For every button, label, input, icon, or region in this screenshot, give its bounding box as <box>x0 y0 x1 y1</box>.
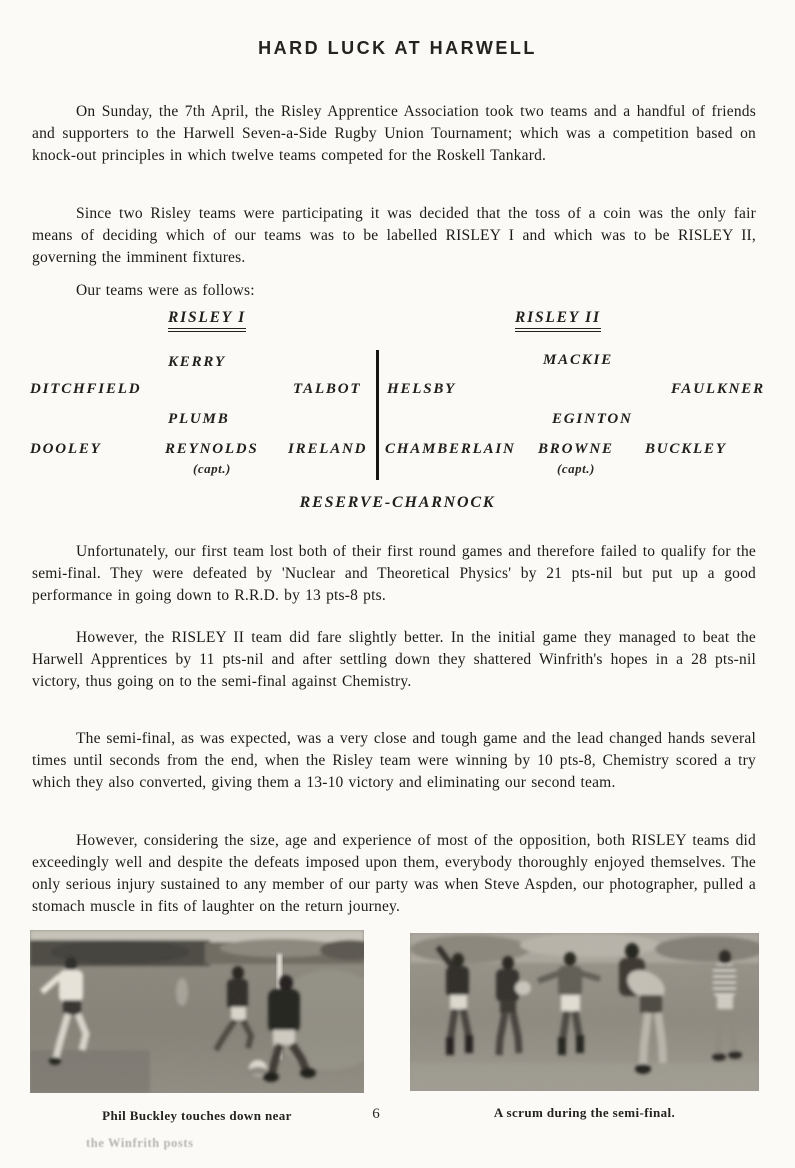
photo-touchdown <box>30 930 364 1093</box>
rugby-touchdown-photo <box>30 930 364 1093</box>
player-name: FAULKNER <box>671 381 765 397</box>
player-name: BROWNE <box>538 441 614 457</box>
player-name: REYNOLDS <box>165 441 259 457</box>
paragraph-first-team: Unfortunately, our first team lost both of their first round games and therefore failed to qualify for the semi-final. They were defeated by 'Nuclear and Theoretical Physics' by 21 pts-nil but put up a good performance in going down to R.R.D. by 13 pts-8 pts. <box>32 542 756 604</box>
paragraph-coin-toss: Since two Risley teams were participating it was decided that the toss of a coin was the only fair means of deciding which of our teams was to be labelled RISLEY I and which was to be RISLEY II, governing the imminent fixtures. <box>32 204 756 266</box>
team-heading-risley2: RISLEY II <box>515 309 601 332</box>
paragraph-risley2: However, the RISLEY II team did fare slightly better. In the initial game they managed to beat the Harwell Apprentices by 11 pts-nil and after settling down they shattered Winfrith's hopes in a 28 pts-nil victory, thus going on to the semi-final against Chemistry. <box>32 628 756 690</box>
player-name: KERRY <box>168 354 226 370</box>
photo-scrum <box>410 933 759 1091</box>
player-name: PLUMB <box>168 411 230 427</box>
caption-left-line2: the Winfrith posts <box>86 1136 194 1150</box>
page-title: HARD LUCK AT HARWELL <box>258 38 537 58</box>
caption-right: A scrum during the semi-final. <box>493 1105 676 1120</box>
player-name: EGINTON <box>552 411 633 427</box>
team-divider-line <box>376 350 379 480</box>
paragraph-conclusion: However, considering the size, age and experience of most of the opposition, both RISLEY teams did exceedingly well and despite the defeats imposed upon them, everybody thoroughly enjoyed themselves. The only serious injury sustained to any member of our party was when Steve Aspden, our photographer, pulled a stomach muscle in fits of laughter on the return journey. <box>32 831 756 915</box>
player-name: BUCKLEY <box>645 441 727 457</box>
reserve-line: RESERVE-CHARNOCK <box>299 494 496 511</box>
player-name: MACKIE <box>543 352 613 368</box>
player-name: DITCHFIELD <box>30 381 142 397</box>
caption-left: Phil Buckley touches down near <box>102 1108 292 1123</box>
team-heading-risley1: RISLEY I <box>168 309 246 332</box>
paragraph-intro: On Sunday, the 7th April, the Risley Apprentice Association took two teams and a handful of friends and supporters to the Harwell Seven-a-Side Rugby Union Tournament; which was a competition based on knock-out principles in which twelve teams competed for the Roskell Tankard. <box>32 102 756 164</box>
player-name: IRELAND <box>288 441 368 457</box>
player-name: CHAMBERLAIN <box>385 441 516 457</box>
player-name: HELSBY <box>387 381 457 397</box>
captain-note: (capt.) <box>193 461 231 476</box>
rugby-scrum-photo <box>410 933 759 1091</box>
player-name: TALBOT <box>293 381 362 397</box>
captain-note: (capt.) <box>557 461 595 476</box>
paragraph-teams-lead-in: Our teams were as follows: <box>76 281 255 299</box>
paragraph-semi-final: The semi-final, as was expected, was a very close and tough game and the lead changed hands several times until seconds from the end, when the Risley team were winning by 10 pts-8, Chemistry scored a try which they also converted, giving them a 13-10 victory and eliminating our second team. <box>32 729 756 791</box>
page-number: 6 <box>372 1106 380 1122</box>
player-name: DOOLEY <box>30 441 102 457</box>
